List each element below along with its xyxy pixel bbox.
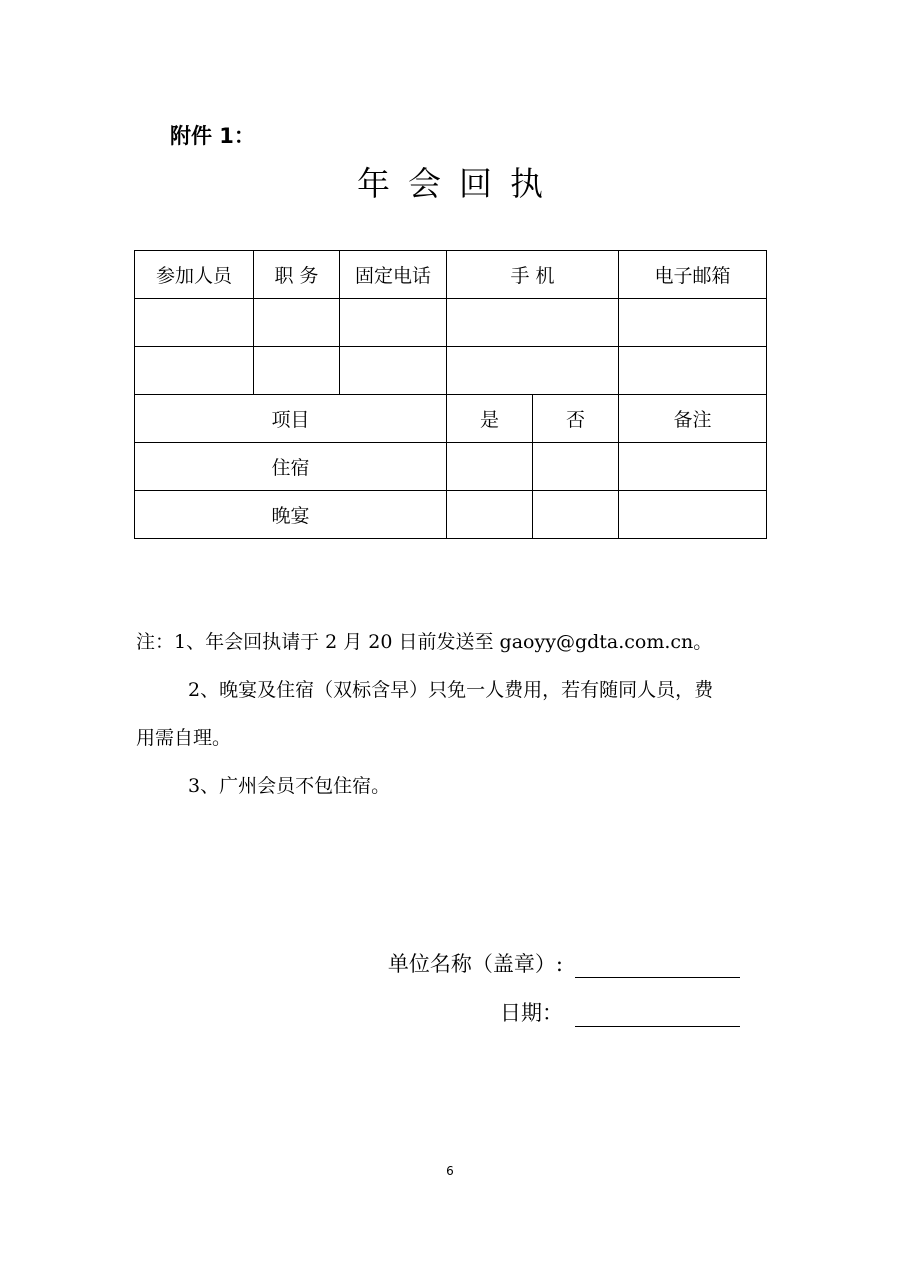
header-remarks: 备注 (619, 395, 767, 443)
note-1: 注：1、年会回执请于 2 月 20 日前发送至 gaoyy@gdta.com.cn。 (136, 631, 713, 653)
header-phone: 固定电话 (340, 251, 447, 299)
item-row-accommodation (135, 443, 767, 491)
item-row-dinner (135, 491, 767, 539)
date-signature-row (500, 997, 740, 1027)
mobile-cell[interactable] (447, 299, 619, 347)
note-2-line-1: 2、晚宴及住宿（双标含早）只免一人费用，若有随同人员，费 (188, 679, 714, 701)
position-cell[interactable] (254, 299, 340, 347)
org-name-line[interactable] (575, 955, 740, 978)
date-line[interactable] (575, 1004, 740, 1027)
yes-cell[interactable] (447, 443, 533, 491)
page-title: 年会回执 (357, 164, 561, 203)
attendee-cell[interactable] (135, 347, 254, 395)
header-no: 否 (533, 395, 619, 443)
item-header-row (135, 395, 767, 443)
notes-section (136, 618, 776, 810)
mobile-cell[interactable] (447, 347, 619, 395)
email-cell[interactable] (619, 299, 767, 347)
no-cell[interactable] (533, 443, 619, 491)
header-email: 电子邮箱 (619, 251, 767, 299)
attendee-header-row (135, 251, 767, 299)
header-yes: 是 (447, 395, 533, 443)
no-cell[interactable] (533, 491, 619, 539)
item-label: 晚宴 (135, 491, 447, 539)
date-label: 日期： (500, 1001, 563, 1025)
attendee-cell[interactable] (135, 299, 254, 347)
reply-form-table (134, 250, 767, 539)
attendee-row (135, 299, 767, 347)
email-cell[interactable] (619, 347, 767, 395)
header-attendee: 参加人员 (135, 251, 254, 299)
org-signature-row (388, 948, 740, 978)
item-label: 住宿 (135, 443, 447, 491)
phone-cell[interactable] (340, 347, 447, 395)
header-position: 职 务 (254, 251, 340, 299)
remarks-cell[interactable] (619, 443, 767, 491)
position-cell[interactable] (254, 347, 340, 395)
remarks-cell[interactable] (619, 491, 767, 539)
phone-cell[interactable] (340, 299, 447, 347)
attendee-row (135, 347, 767, 395)
org-name-label: 单位名称（盖章）: (387, 952, 563, 976)
yes-cell[interactable] (447, 491, 533, 539)
note-2-line-2: 用需自理。 (136, 727, 232, 749)
header-item: 项目 (135, 395, 447, 443)
header-mobile: 手 机 (447, 251, 619, 299)
attachment-label: 附件 1： (170, 124, 255, 148)
page-number: 6 (446, 1164, 454, 1178)
note-3: 3、广州会员不包住宿。 (188, 775, 391, 797)
